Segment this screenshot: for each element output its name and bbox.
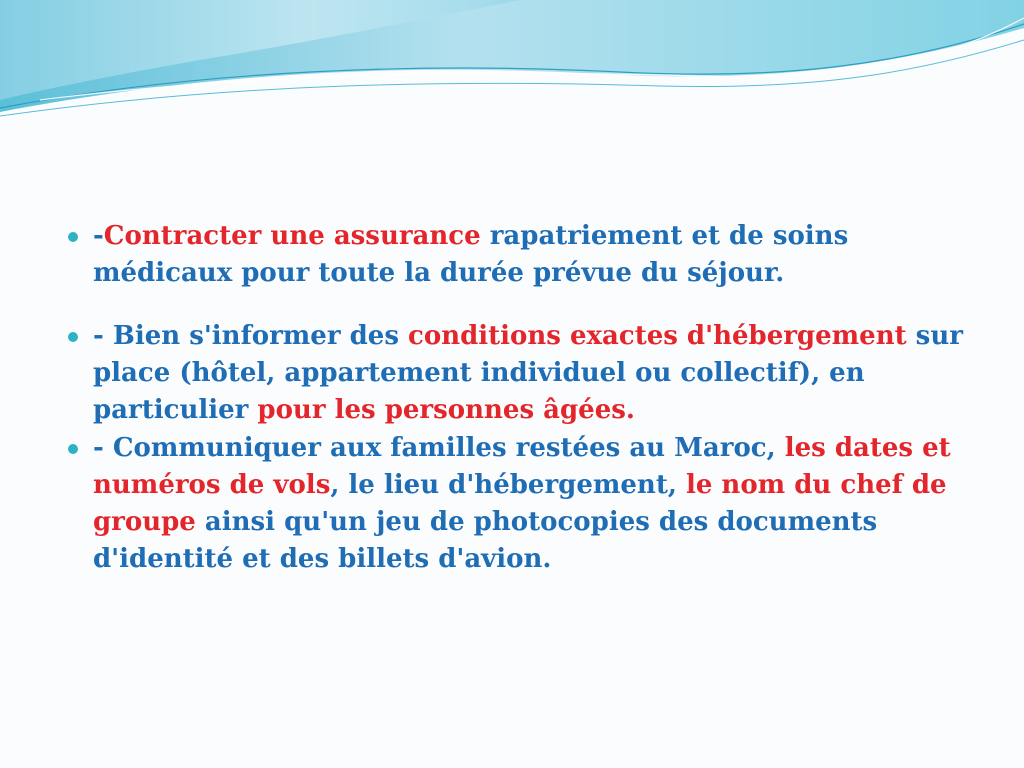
bullet-text: sur place (hôtel, appartement individuel ou collectif), en particulier [93,321,963,425]
bullet-text: ainsi qu'un jeu de photocopies des documents d'identité et des billets d'avion. [93,507,878,574]
bullet-dot-icon [68,444,78,454]
bullet-text: - [93,221,104,251]
bullet-dot-icon [68,332,78,342]
bullet-item [66,218,966,292]
highlighted-text: le nom du chef de groupe [93,470,947,537]
bullet-text: rapatriement et de soins médicaux pour toute la durée prévue du séjour. [93,221,849,288]
bullet-text: - Communiquer aux familles restées au Maroc, [93,433,785,463]
bullet-list [66,218,966,578]
highlighted-text: les dates et numéros de vols [93,433,951,500]
highlighted-text: Contracter une assurance [103,221,481,251]
bullet-text: - Bien s'informer des [93,321,409,351]
highlighted-text: conditions exactes d'hébergement [408,321,907,351]
highlighted-text: pour les personnes âgées. [257,395,635,425]
bullet-dot-icon [68,232,78,242]
bullet-text: , le lieu d'hébergement, [330,470,686,500]
bullet-item [66,318,966,429]
header-wave-decoration [0,0,1024,130]
bullet-item [66,430,966,578]
